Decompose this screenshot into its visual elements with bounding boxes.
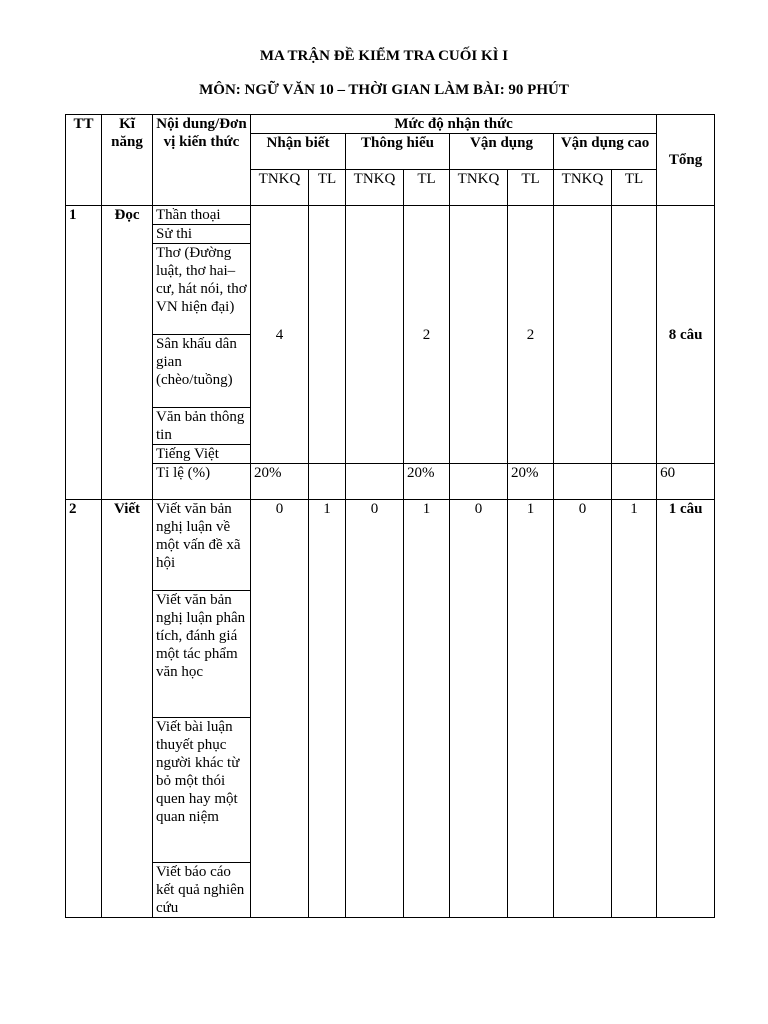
assessment-matrix-table: [65, 114, 715, 918]
header-nhan-biet: Nhận biết: [251, 134, 346, 170]
viet-total: 1 câu: [657, 500, 715, 918]
topic-cell: Viết báo cáo kết quả nghiên cứu: [153, 863, 251, 918]
topic-cell: Sử thi: [153, 225, 251, 244]
doc-nb-tnkq: 4: [251, 206, 309, 464]
header-tnkq: TNKQ: [554, 170, 612, 206]
header-van-dung: Vận dụng: [450, 134, 554, 170]
topic-cell: Thần thoại: [153, 206, 251, 225]
viet-value: 0: [554, 500, 612, 918]
ratio-th: 20%: [404, 464, 450, 500]
empty-cell: [346, 464, 404, 500]
header-tl: TL: [508, 170, 554, 206]
empty-cell: [450, 464, 508, 500]
row-tt: 2: [66, 500, 102, 918]
header-tnkq: TNKQ: [450, 170, 508, 206]
header-muc-do: Mức độ nhận thức: [251, 115, 657, 134]
header-tnkq: TNKQ: [346, 170, 404, 206]
ratio-vd: 20%: [508, 464, 554, 500]
ratio-label: Tỉ lệ (%): [153, 464, 251, 500]
header-noi-dung: Nội dung/Đơn vị kiến thức: [153, 115, 251, 206]
header-tong: Tổng: [657, 115, 715, 206]
header-thong-hieu: Thông hiểu: [346, 134, 450, 170]
empty-cell: [612, 464, 657, 500]
doc-total: 8 câu: [657, 206, 715, 464]
header-tt: TT: [66, 115, 102, 206]
viet-value: 0: [450, 500, 508, 918]
row-tt: 1: [66, 206, 102, 500]
header-tl: TL: [309, 170, 346, 206]
topic-cell: Thơ (Đường luật, thơ hai–cư, hát nói, thơ VN hiện đại): [153, 244, 251, 335]
doc-vd-tl: 2: [508, 206, 554, 464]
topic-cell: Viết văn bản nghị luận phân tích, đánh giá một tác phẩm văn học: [153, 591, 251, 718]
empty-cell: [309, 464, 346, 500]
header-van-dung-cao: Vận dụng cao: [554, 134, 657, 170]
empty-cell: [554, 206, 612, 464]
empty-cell: [554, 464, 612, 500]
header-tnkq: TNKQ: [251, 170, 309, 206]
topic-cell: Viết văn bản nghị luận về một vấn đề xã hội: [153, 500, 251, 591]
header-ki-nang: Kĩ năng: [102, 115, 153, 206]
ratio-nb: 20%: [251, 464, 309, 500]
empty-cell: [346, 206, 404, 464]
row-skill: Viết: [102, 500, 153, 918]
viet-value: 1: [612, 500, 657, 918]
viet-value: 0: [346, 500, 404, 918]
empty-cell: [612, 206, 657, 464]
viet-value: 1: [309, 500, 346, 918]
viet-value: 1: [404, 500, 450, 918]
ratio-total: 60: [657, 464, 715, 500]
header-tl: TL: [404, 170, 450, 206]
viet-value: 1: [508, 500, 554, 918]
header-tl: TL: [612, 170, 657, 206]
topic-cell: Sân khấu dân gian (chèo/tuồng): [153, 335, 251, 408]
viet-value: 0: [251, 500, 309, 918]
document-subtitle: MÔN: NGỮ VĂN 10 – THỜI GIAN LÀM BÀI: 90 PHÚT: [199, 82, 569, 98]
row-skill: Đọc: [102, 206, 153, 500]
empty-cell: [309, 206, 346, 464]
doc-th-tl: 2: [404, 206, 450, 464]
document-title: MA TRẬN ĐỀ KIỂM TRA CUỐI KÌ I: [259, 48, 509, 64]
topic-cell: Văn bản thông tin: [153, 408, 251, 445]
topic-cell: Viết bài luận thuyết phục người khác từ bỏ một thói quen hay một quan niệm: [153, 718, 251, 863]
topic-cell: Tiếng Việt: [153, 445, 251, 464]
empty-cell: [450, 206, 508, 464]
